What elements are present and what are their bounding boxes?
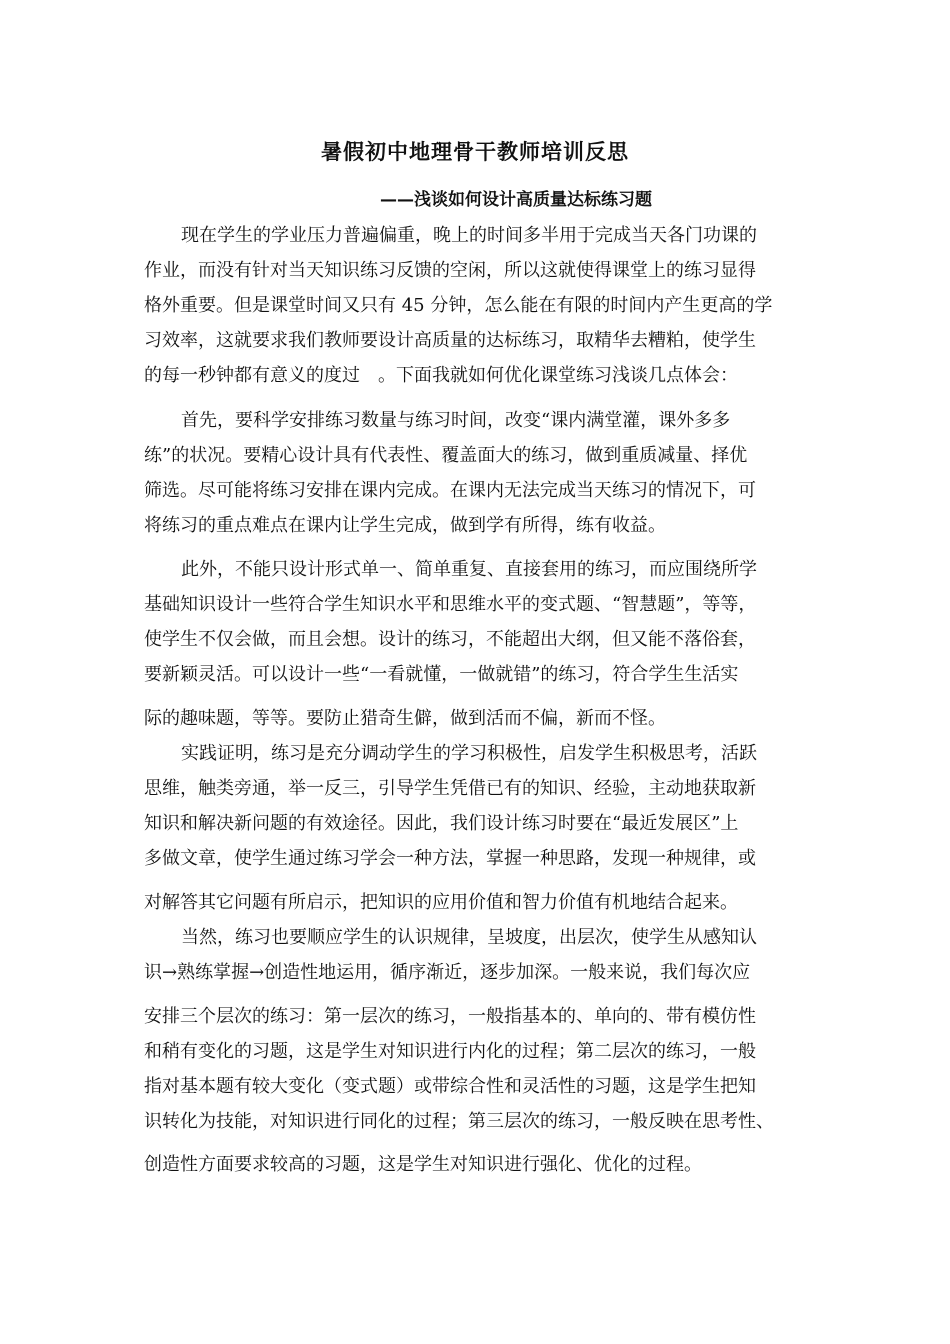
paragraph-3-line-4: 要新颖灵活。可以设计一些“一看就懂，一做就错”的练习，符合学生生活实: [144, 664, 739, 685]
paragraph-5-line-6: 识转化为技能，对知识进行同化的过程；第三层次的练习，一般反映在思考性、: [144, 1111, 774, 1132]
paragraph-4-line-2: 思维，触类旁通，举一反三，引导学生凭借已有的知识、经验，主动地获取新: [144, 778, 756, 799]
paragraph-5-line-1: 当然，练习也要顺应学生的认识规律，呈坡度，出层次，使学生从感知认: [181, 927, 757, 948]
paragraph-2-line-2: 练”的状况。要精心设计具有代表性、覆盖面大的练习，做到重质减量、择优: [144, 445, 748, 466]
paragraph-4-line-3: 知识和解决新问题的有效途径。因此，我们设计练习时要在“最近发展区”上: [144, 813, 739, 834]
paragraph-1-line-5: 的每一秒钟都有意义的度过 。下面我就如何优化课堂练习浅谈几点体会：: [144, 365, 738, 386]
paragraph-5-line-7: 创造性方面要求较高的习题，这是学生对知识进行强化、优化的过程。: [144, 1154, 702, 1175]
paragraph-1-line-2: 作业，而没有针对当天知识练习反馈的空闲，所以这就使得课堂上的练习显得: [144, 260, 756, 281]
paragraph-1-line-1: 现在学生的学业压力普遍偏重，晚上的时间多半用于完成当天各门功课的: [181, 225, 757, 246]
paragraph-3-line-1: 此外，不能只设计形式单一、简单重复、直接套用的练习，而应围绕所学: [181, 559, 757, 580]
document-subtitle: ——浅谈如何设计高质量达标练习题: [380, 190, 652, 210]
paragraph-5-line-5: 指对基本题有较大变化（变式题）或带综合性和灵活性的习题，这是学生把知: [144, 1076, 756, 1097]
paragraph-3-line-3: 使学生不仅会做，而且会想。设计的练习，不能超出大纲，但又能不落俗套，: [144, 629, 756, 650]
paragraph-5-line-3: 安排三个层次的练习：第一层次的练习，一般指基本的、单向的、带有模仿性: [144, 1006, 756, 1027]
paragraph-4-line-4: 多做文章，使学生通过练习学会一种方法，掌握一种思路，发现一种规律，或: [144, 848, 756, 869]
paragraph-2-line-4: 将练习的重点难点在课内让学生完成，做到学有所得，练有收益。: [144, 515, 666, 536]
paragraph-3-line-2: 基础知识设计一些符合学生知识水平和思维水平的变式题、“智慧题”，等等，: [144, 594, 757, 615]
paragraph-4-line-1: 实践证明，练习是充分调动学生的学习积极性，启发学生积极思考，活跃: [181, 743, 757, 764]
paragraph-4-line-5: 对解答其它问题有所启示，把知识的应用价值和智力价值有机地结合起来。: [144, 892, 738, 913]
paragraph-2-line-1: 首先，要科学安排练习数量与练习时间，改变“课内满堂灌，课外多多: [181, 410, 731, 431]
paragraph-5-line-4: 和稍有变化的习题，这是学生对知识进行内化的过程；第二层次的练习，一般: [144, 1041, 756, 1062]
paragraph-3-line-5: 际的趣味题，等等。要防止猎奇生僻，做到活而不偏，新而不怪。: [144, 708, 666, 729]
paragraph-1-line-3: 格外重要。但是课堂时间又只有 45 分钟，怎么能在有限的时间内产生更高的学: [144, 295, 773, 316]
paragraph-5-line-2: 识→熟练掌握→创造性地运用，循序渐近，逐步加深。一般来说，我们每次应: [144, 962, 751, 983]
paragraph-2-line-3: 筛选。尽可能将练习安排在课内完成。在课内无法完成当天练习的情况下，可: [144, 480, 756, 501]
paragraph-1-line-4: 习效率，这就要求我们教师要设计高质量的达标练习，取精华去糟粕，使学生: [144, 330, 756, 351]
document-title: 暑假初中地理骨干教师培训反思: [321, 140, 629, 164]
